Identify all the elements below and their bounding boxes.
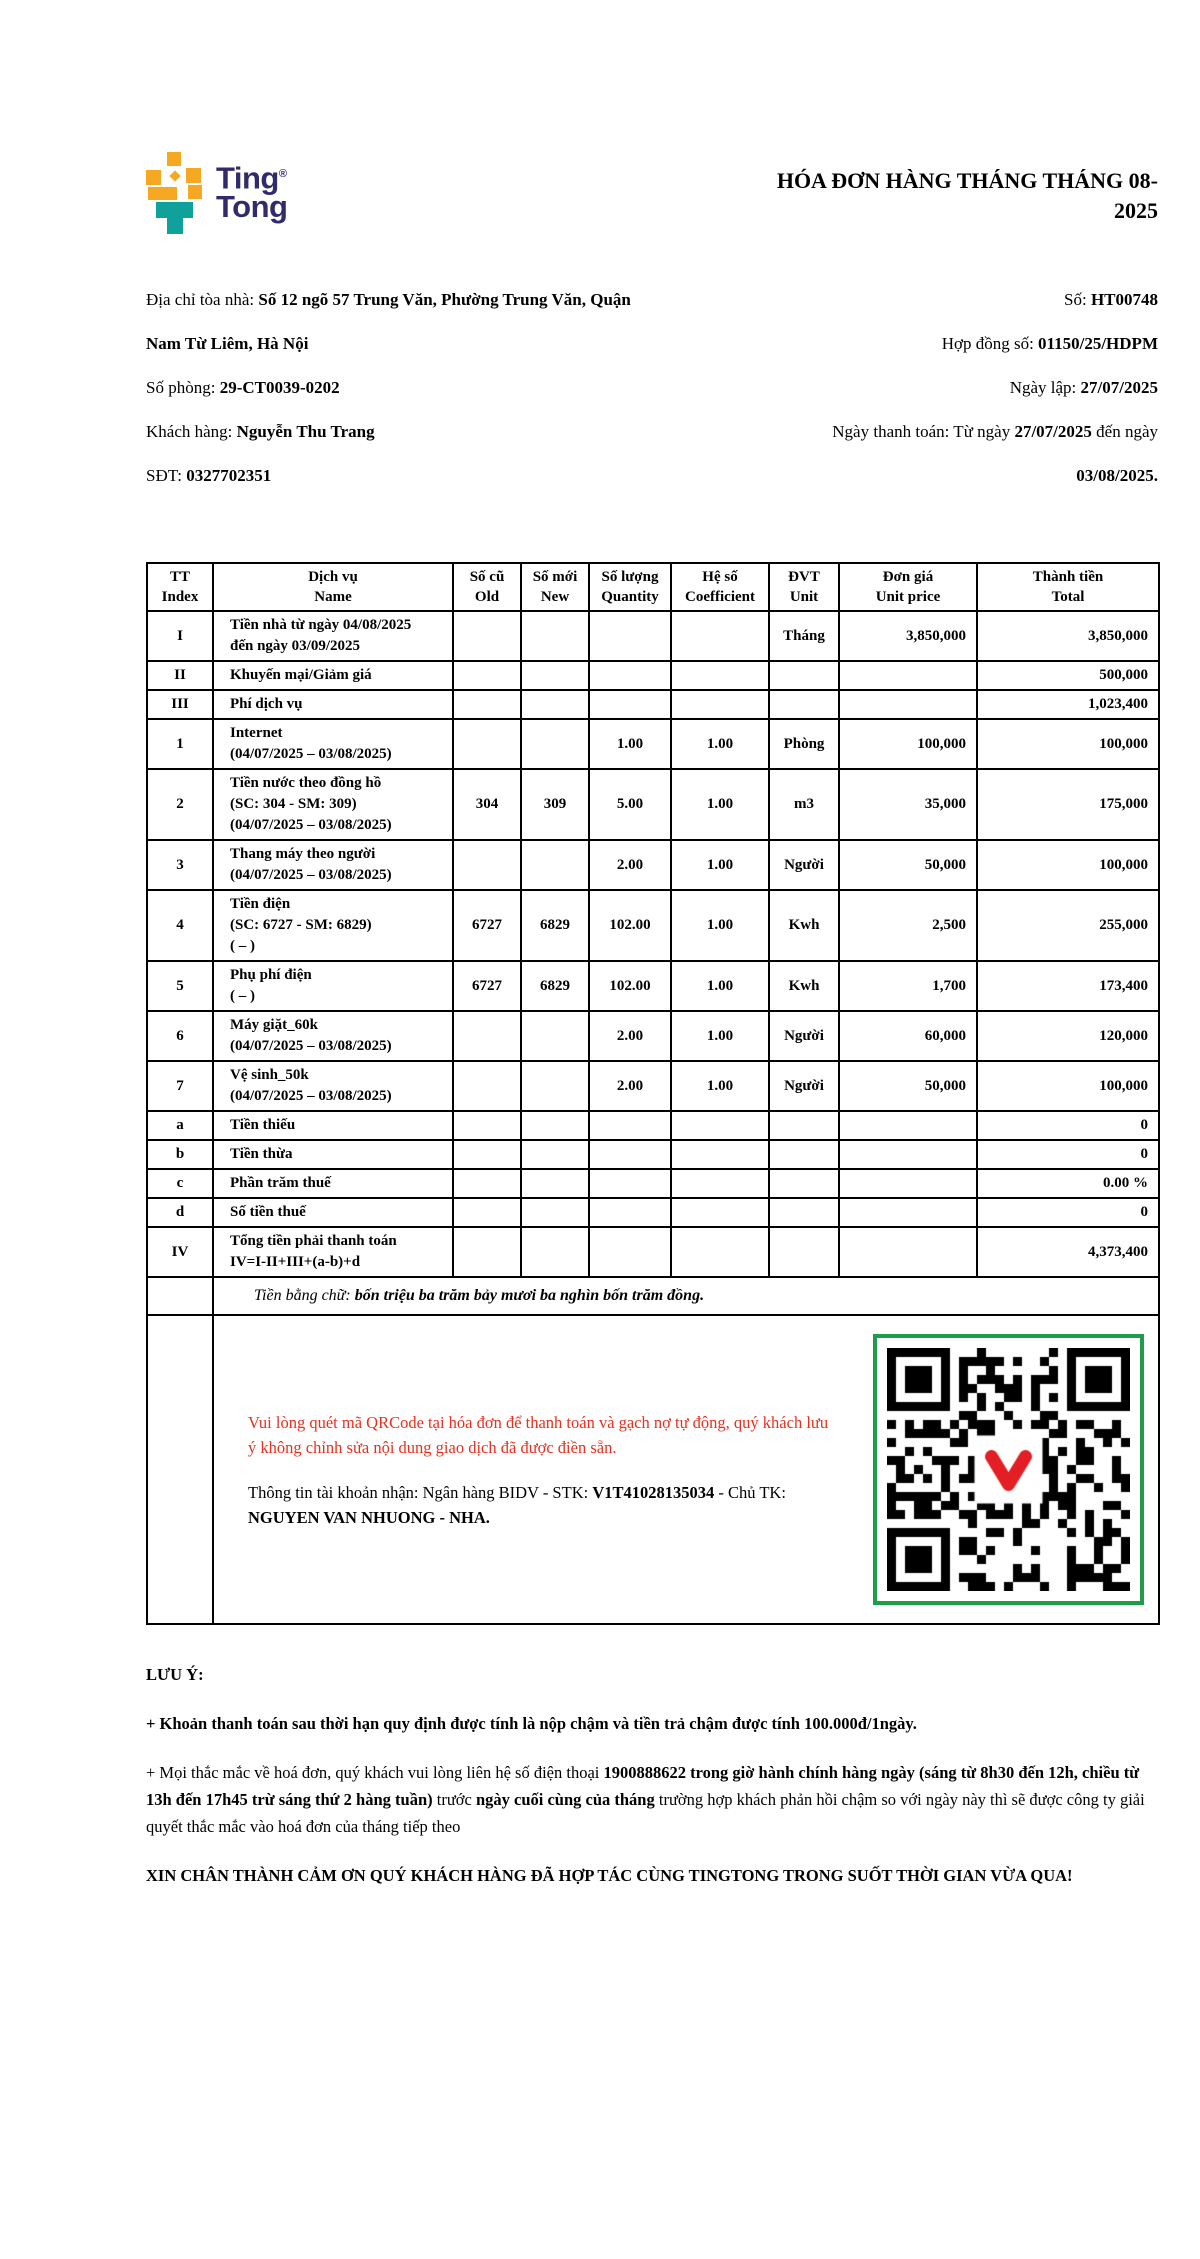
cell-total: 0.00 % xyxy=(977,1169,1159,1198)
text-segment: 27/07/2025 xyxy=(1014,422,1092,441)
text-segment: HT00748 xyxy=(1090,290,1158,309)
cell-price xyxy=(839,1198,977,1227)
cell-unit: Người xyxy=(769,1011,839,1061)
cell-tt: c xyxy=(147,1169,213,1198)
cell-old xyxy=(453,1061,521,1111)
column-header-text: Coefficient xyxy=(685,589,755,605)
cell-price xyxy=(839,1169,977,1198)
logo-pixel xyxy=(156,202,193,218)
info-line xyxy=(678,410,1158,454)
cell-new xyxy=(521,1011,589,1061)
cell-old: 6727 xyxy=(453,961,521,1011)
table-row xyxy=(147,611,1159,661)
tingtong-logo-text xyxy=(216,160,288,225)
cell-tt: b xyxy=(147,1140,213,1169)
invoice-table xyxy=(146,562,1160,1625)
cell-unit xyxy=(769,1227,839,1277)
cell-qty: 2.00 xyxy=(589,1011,671,1061)
table-row xyxy=(147,890,1159,961)
cell-price: 50,000 xyxy=(839,1061,977,1111)
text-segment: XIN CHÂN THÀNH CẢM ƠN QUÝ KHÁCH HÀNG ĐÃ HỢP TÁC CÙNG TINGTONG TRONG SUỐT THỜI GIAN VỪA QUA! xyxy=(146,1866,1073,1885)
cell-price xyxy=(839,661,977,690)
column-header xyxy=(769,563,839,611)
table-row xyxy=(147,1061,1159,1111)
cell-coeff xyxy=(671,661,769,690)
cell-qty xyxy=(589,690,671,719)
table-row xyxy=(147,1169,1159,1198)
cell-coeff: 1.00 xyxy=(671,890,769,961)
text-segment: bốn triệu ba trăm bảy mươi ba nghìn bốn trăm đồng. xyxy=(354,1287,705,1304)
text-segment: ngày cuối cùng của tháng xyxy=(475,1790,655,1809)
column-header-text: ĐVT xyxy=(788,569,820,585)
cell-name: Máy giặt_60k (04/07/2025 – 03/08/2025) xyxy=(213,1011,453,1061)
cell-old xyxy=(453,1140,521,1169)
qr-row xyxy=(147,1315,1159,1624)
cell-coeff xyxy=(671,690,769,719)
text-segment: đến ngày xyxy=(1091,422,1158,441)
text-segment: Hợp đồng số: xyxy=(941,334,1039,353)
cell-tt: 5 xyxy=(147,961,213,1011)
column-header-text: Unit price xyxy=(875,589,941,605)
info-line xyxy=(146,366,646,410)
cell-qty xyxy=(589,1198,671,1227)
cell-new xyxy=(521,690,589,719)
text-segment: - Chủ TK: xyxy=(714,1482,786,1502)
cell-unit xyxy=(769,690,839,719)
cell-unit xyxy=(769,661,839,690)
cell-total: 0 xyxy=(977,1111,1159,1140)
text-segment: trước xyxy=(432,1790,476,1809)
cell-tt: a xyxy=(147,1111,213,1140)
note-paragraph xyxy=(146,1759,1158,1840)
cell-coeff: 1.00 xyxy=(671,961,769,1011)
cell-name: Phần trăm thuế xyxy=(213,1169,453,1198)
registered-mark: ® xyxy=(278,168,287,180)
cell-unit xyxy=(769,1169,839,1198)
cell-new xyxy=(521,661,589,690)
logo-pixel xyxy=(167,152,181,166)
column-header-text: Số mới xyxy=(532,569,578,585)
cell-coeff: 1.00 xyxy=(671,840,769,890)
cell-name: Vệ sinh_50k (04/07/2025 – 03/08/2025) xyxy=(213,1061,453,1111)
text-segment: Tiền bằng chữ: xyxy=(254,1287,355,1304)
cell-name: Tiền nhà từ ngày 04/08/2025 đến ngày 03/09/2025 xyxy=(213,611,453,661)
cell-price: 2,500 xyxy=(839,890,977,961)
logo-pixel xyxy=(167,218,183,234)
table-row xyxy=(147,1111,1159,1140)
cell-coeff xyxy=(671,1198,769,1227)
column-header xyxy=(977,563,1159,611)
cell-new xyxy=(521,1111,589,1140)
logo-pixel xyxy=(169,170,180,181)
cell-coeff: 1.00 xyxy=(671,719,769,769)
cell-qty: 2.00 xyxy=(589,1061,671,1111)
table-row xyxy=(147,1140,1159,1169)
cell-qty: 102.00 xyxy=(589,961,671,1011)
text-segment: 0327702351 xyxy=(186,466,272,485)
invoice-info xyxy=(146,278,1158,498)
cell-total: 100,000 xyxy=(977,719,1159,769)
note-paragraph xyxy=(146,1862,1158,1889)
cell-price xyxy=(839,1111,977,1140)
spacer xyxy=(248,1460,836,1480)
cell-total: 173,400 xyxy=(977,961,1159,1011)
cell-total: 4,373,400 xyxy=(977,1227,1159,1277)
cell-empty xyxy=(147,1277,213,1315)
cell-unit xyxy=(769,1140,839,1169)
cell-tt: 4 xyxy=(147,890,213,961)
cell-name: Số tiền thuế xyxy=(213,1198,453,1227)
amount-in-words xyxy=(213,1277,1159,1315)
logo-pixel xyxy=(148,187,177,200)
cell-name: Tiền điện (SC: 6727 - SM: 6829) ( – ) xyxy=(213,890,453,961)
cell-qty xyxy=(589,611,671,661)
cell-unit: Người xyxy=(769,1061,839,1111)
qr-section-layout xyxy=(248,1334,1144,1605)
cell-old xyxy=(453,661,521,690)
text-segment: 29-CT0039-0202 xyxy=(219,378,340,397)
cell-coeff xyxy=(671,611,769,661)
qr-section xyxy=(213,1315,1159,1624)
info-line xyxy=(146,278,646,366)
cell-qty: 2.00 xyxy=(589,840,671,890)
info-line xyxy=(678,366,1158,410)
cell-price xyxy=(839,1227,977,1277)
text-segment: Khách hàng: xyxy=(146,422,237,441)
cell-price: 1,700 xyxy=(839,961,977,1011)
text-segment: Số phòng: xyxy=(146,378,220,397)
cell-tt: 7 xyxy=(147,1061,213,1111)
text-segment: + Mọi thắc mắc về hoá đơn, quý khách vui lòng liên hệ số điện thoại xyxy=(146,1763,604,1782)
column-header-text: Quantity xyxy=(601,589,659,605)
column-header-text: New xyxy=(540,589,570,605)
qr-code-frame xyxy=(873,1334,1144,1605)
column-header xyxy=(839,563,977,611)
notes-heading: LƯU Ý: xyxy=(146,1665,204,1684)
column-header xyxy=(589,563,671,611)
cell-qty: 1.00 xyxy=(589,719,671,769)
text-segment: Nguyễn Thu Trang xyxy=(236,422,375,441)
cell-unit: Người xyxy=(769,840,839,890)
cell-unit: Kwh xyxy=(769,890,839,961)
cell-name: Thang máy theo người (04/07/2025 – 03/08/2025) xyxy=(213,840,453,890)
column-header-text: Index xyxy=(161,589,199,605)
cell-new xyxy=(521,719,589,769)
cell-name: Tiền nước theo đồng hồ (SC: 304 - SM: 309) (04/07/2025 – 03/08/2025) xyxy=(213,769,453,840)
info-line xyxy=(146,454,646,498)
table-row xyxy=(147,961,1159,1011)
logo-word-top: Ting xyxy=(216,160,279,196)
cell-old xyxy=(453,719,521,769)
column-header-text: TT xyxy=(169,569,190,585)
cell-price: 60,000 xyxy=(839,1011,977,1061)
table-row xyxy=(147,769,1159,840)
cell-qty xyxy=(589,1111,671,1140)
cell-name: Phí dịch vụ xyxy=(213,690,453,719)
cell-tt: I xyxy=(147,611,213,661)
text-segment: Số: xyxy=(1064,290,1091,309)
table-row xyxy=(147,1011,1159,1061)
column-header-text: Unit xyxy=(789,589,819,605)
tingtong-logo-icon xyxy=(146,152,204,236)
cell-price: 50,000 xyxy=(839,840,977,890)
cell-name: Internet (04/07/2025 – 03/08/2025) xyxy=(213,719,453,769)
column-header-text: Old xyxy=(474,589,500,605)
cell-total: 175,000 xyxy=(977,769,1159,840)
table-row xyxy=(147,1198,1159,1227)
table-row xyxy=(147,661,1159,690)
cell-total: 3,850,000 xyxy=(977,611,1159,661)
table-row xyxy=(147,719,1159,769)
column-header-text: Hệ số xyxy=(702,569,738,585)
cell-new: 6829 xyxy=(521,961,589,1011)
tingtong-logo xyxy=(146,152,287,236)
cell-new xyxy=(521,1227,589,1277)
cell-old xyxy=(453,840,521,890)
cell-price: 3,850,000 xyxy=(839,611,977,661)
cell-new xyxy=(521,1061,589,1111)
cell-total: 120,000 xyxy=(977,1011,1159,1061)
cell-qty: 102.00 xyxy=(589,890,671,961)
vietqr-payment-code xyxy=(887,1348,1130,1591)
cell-new xyxy=(521,1198,589,1227)
cell-qty xyxy=(589,1227,671,1277)
cell-unit xyxy=(769,1198,839,1227)
cell-old xyxy=(453,690,521,719)
cell-tt: 1 xyxy=(147,719,213,769)
cell-price xyxy=(839,690,977,719)
cell-qty xyxy=(589,1169,671,1198)
info-line xyxy=(146,410,646,454)
column-header xyxy=(671,563,769,611)
cell-price: 35,000 xyxy=(839,769,977,840)
column-header xyxy=(213,563,453,611)
cell-old xyxy=(453,1011,521,1061)
cell-unit xyxy=(769,1111,839,1140)
column-header xyxy=(521,563,589,611)
table-row xyxy=(147,1227,1159,1277)
column-header xyxy=(147,563,213,611)
cell-empty xyxy=(147,1315,213,1624)
cell-name: Phụ phí điện ( – ) xyxy=(213,961,453,1011)
column-header-text: Total xyxy=(1051,589,1085,605)
cell-name: Tiền thừa xyxy=(213,1140,453,1169)
cell-total: 0 xyxy=(977,1198,1159,1227)
table-header-row xyxy=(147,563,1159,611)
text-segment: Số 12 ngõ 57 Trung Văn, Phường Trung Văn, Quận Nam Từ Liêm, Hà Nội xyxy=(146,290,631,353)
qr-instructions xyxy=(248,1410,836,1530)
text-segment: V1T41028135034 xyxy=(592,1482,715,1502)
cell-tt: IV xyxy=(147,1227,213,1277)
cell-total: 100,000 xyxy=(977,840,1159,890)
qr-red-note: Vui lòng quét mã QRCode tại hóa đơn để thanh toán và gạch nợ tự động, quý khách lưu ý không chỉnh sửa nội dung giao dịch đã được điền sẵn. xyxy=(248,1412,829,1457)
text-segment: Ngày thanh toán: Từ ngày xyxy=(832,422,1015,441)
cell-name: Tổng tiền phải thanh toán IV=I-II+III+(a-b)+d xyxy=(213,1227,453,1277)
cell-coeff xyxy=(671,1140,769,1169)
cell-new xyxy=(521,840,589,890)
text-segment: 1900888622 trong giờ hành chính hàng ngày (sáng từ 8h30 đến 12h, chiều từ 13h đến 17h45 trừ sáng thứ 2 hàng tuần) xyxy=(146,1763,1140,1809)
cell-total: 1,023,400 xyxy=(977,690,1159,719)
note-paragraph xyxy=(146,1710,1158,1737)
cell-unit: Tháng xyxy=(769,611,839,661)
column-header xyxy=(453,563,521,611)
cell-coeff xyxy=(671,1169,769,1198)
cell-unit: m3 xyxy=(769,769,839,840)
text-segment: Địa chỉ tòa nhà: xyxy=(146,290,259,309)
logo-pixel xyxy=(188,185,202,199)
cell-total: 255,000 xyxy=(977,890,1159,961)
column-header-text: Số lượng xyxy=(601,569,659,585)
text-segment: + Khoản thanh toán sau thời hạn quy định được tính là nộp chậm và tiền trả chậm được tính 100.000đ/1ngày. xyxy=(146,1714,917,1733)
cell-qty xyxy=(589,661,671,690)
column-header-text: Đơn giá xyxy=(882,569,934,585)
info-line xyxy=(678,322,1158,366)
info-line xyxy=(678,278,1158,322)
text-segment: 03/08/2025. xyxy=(1076,466,1158,485)
amount-in-words-row xyxy=(147,1277,1159,1315)
table-row xyxy=(147,690,1159,719)
invoice-footer xyxy=(146,1661,1158,1889)
info-line xyxy=(678,454,1158,498)
cell-new: 309 xyxy=(521,769,589,840)
text-segment: SĐT: xyxy=(146,466,187,485)
text-segment: 01150/25/HDPM xyxy=(1038,334,1158,353)
cell-old xyxy=(453,1111,521,1140)
cell-name: Khuyến mại/Giảm giá xyxy=(213,661,453,690)
cell-old: 304 xyxy=(453,769,521,840)
cell-tt: 3 xyxy=(147,840,213,890)
column-header-text: Thành tiền xyxy=(1032,569,1104,585)
cell-total: 0 xyxy=(977,1140,1159,1169)
cell-old xyxy=(453,1198,521,1227)
cell-old xyxy=(453,1169,521,1198)
cell-total: 500,000 xyxy=(977,661,1159,690)
cell-tt: d xyxy=(147,1198,213,1227)
text-segment: Ngày lập: xyxy=(1009,378,1081,397)
cell-new: 6829 xyxy=(521,890,589,961)
invoice-header xyxy=(146,0,1158,236)
cell-price: 100,000 xyxy=(839,719,977,769)
cell-coeff xyxy=(671,1111,769,1140)
cell-unit: Kwh xyxy=(769,961,839,1011)
text-segment: 27/07/2025 xyxy=(1080,378,1158,397)
invoice-content xyxy=(146,0,1158,1911)
cell-coeff: 1.00 xyxy=(671,769,769,840)
text-segment: trường hợp khách phản hồi chậm so với ngày này thì sẽ được công ty giải quyết thắc mắc vào hoá đơn của tháng tiếp theo xyxy=(146,1790,1145,1836)
info-left-column xyxy=(146,278,646,498)
cell-qty xyxy=(589,1140,671,1169)
cell-tt: 2 xyxy=(147,769,213,840)
cell-name: Tiền thiếu xyxy=(213,1111,453,1140)
logo-pixel xyxy=(186,168,201,183)
column-header-text: Số cũ xyxy=(469,569,505,585)
cell-coeff: 1.00 xyxy=(671,1011,769,1061)
cell-qty: 5.00 xyxy=(589,769,671,840)
info-right-column xyxy=(678,278,1158,498)
account-info xyxy=(248,1480,836,1530)
column-header-text: Name xyxy=(314,589,352,605)
cell-old: 6727 xyxy=(453,890,521,961)
cell-total: 100,000 xyxy=(977,1061,1159,1111)
column-header-text: Dịch vụ xyxy=(308,569,358,585)
cell-tt: III xyxy=(147,690,213,719)
cell-price xyxy=(839,1140,977,1169)
cell-coeff: 1.00 xyxy=(671,1061,769,1111)
cell-old xyxy=(453,611,521,661)
cell-new xyxy=(521,1140,589,1169)
text-segment: NGUYEN VAN NHUONG - NHA. xyxy=(248,1507,490,1527)
cell-new xyxy=(521,1169,589,1198)
cell-unit: Phòng xyxy=(769,719,839,769)
logo-word-bottom: Tong xyxy=(216,189,288,225)
cell-tt: II xyxy=(147,661,213,690)
logo-pixel xyxy=(146,170,161,185)
cell-new xyxy=(521,611,589,661)
cell-old xyxy=(453,1227,521,1277)
invoice-title: HÓA ĐƠN HÀNG THÁNG THÁNG 08-2025 xyxy=(776,168,1158,223)
cell-tt: 6 xyxy=(147,1011,213,1061)
table-row xyxy=(147,840,1159,890)
cell-coeff xyxy=(671,1227,769,1277)
text-segment: Thông tin tài khoản nhận: Ngân hàng BIDV - STK: xyxy=(248,1482,593,1502)
